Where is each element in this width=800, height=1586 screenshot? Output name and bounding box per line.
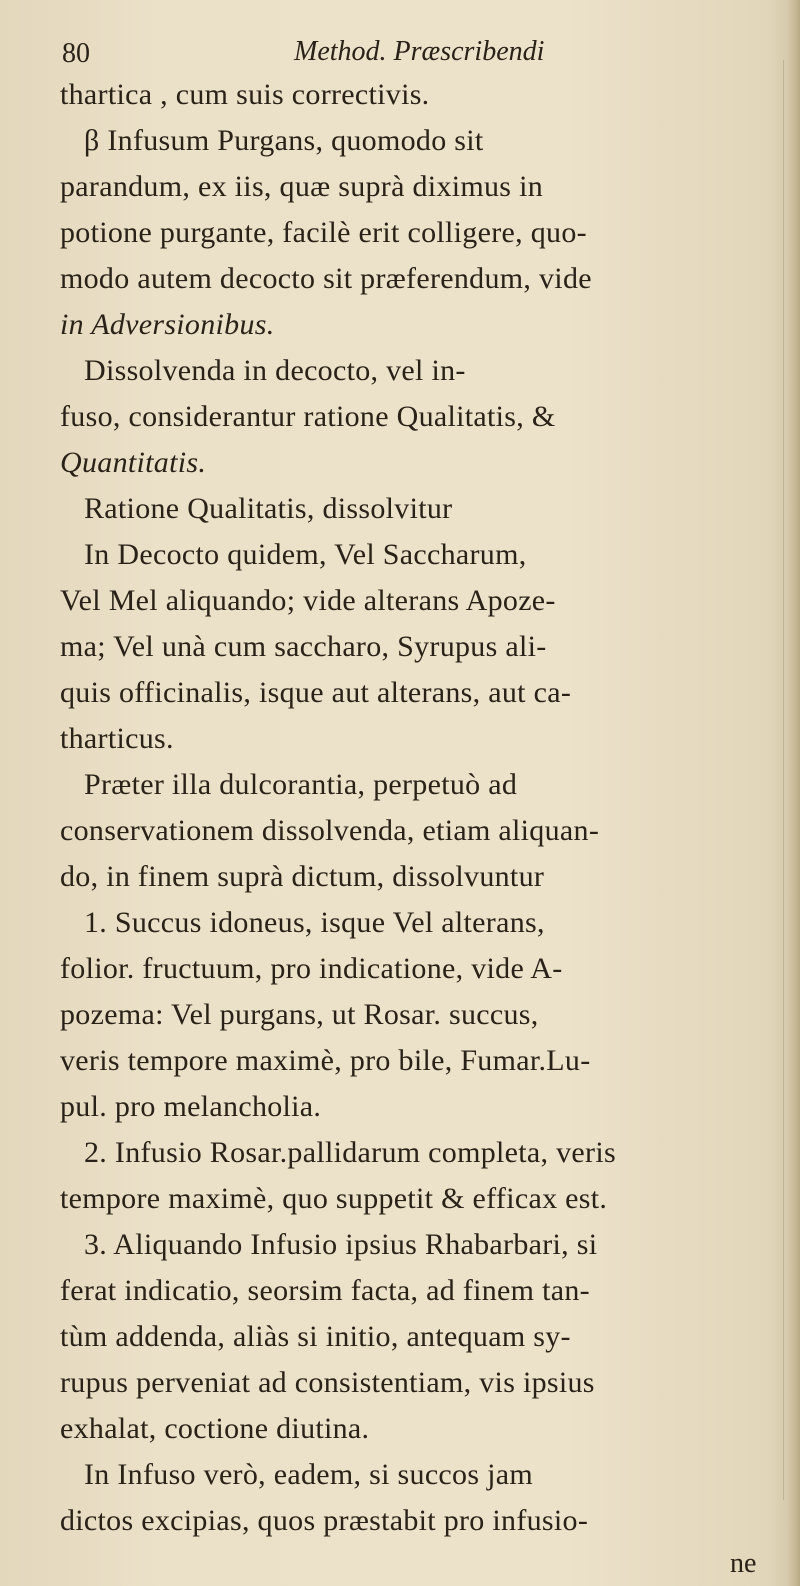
- text-line: potione purgante, facilè erit colligere, quo-: [60, 216, 587, 249]
- text-line: 2. Infusio Rosar.pallidarum completa, veris: [84, 1136, 616, 1169]
- text-line: In Infuso verò, eadem, si succos jam: [84, 1458, 534, 1491]
- text-line: folior. fructuum, pro indicatione, vide A-: [60, 952, 563, 985]
- text-line: tùm addenda, aliàs si initio, antequam sy-: [60, 1320, 571, 1353]
- text-line: 3. Aliquando Infusio ipsius Rhabarbari, si: [84, 1228, 598, 1261]
- text-line: ma; Vel unà cum saccharo, Syrupus ali-: [60, 630, 547, 663]
- text-line: Dissolvenda in decocto, vel in-: [84, 354, 466, 387]
- text-line: Quantitatis.: [60, 446, 207, 479]
- running-title: Method. Præscribendi: [294, 36, 545, 67]
- text-line: exhalat, coctione diutina.: [60, 1412, 370, 1445]
- text-line: Præter illa dulcorantia, perpetuò ad: [84, 768, 518, 801]
- text-line: In Decocto quidem, Vel Saccharum,: [84, 538, 527, 571]
- text-line: pozema: Vel purgans, ut Rosar. succus,: [60, 998, 539, 1031]
- text-line: rupus perveniat ad consistentiam, vis ipsius: [60, 1366, 595, 1399]
- text-line: tempore maximè, quo suppetit & efficax est.: [60, 1182, 608, 1215]
- text-line: Vel Mel aliquando; vide alterans Apoze-: [60, 584, 556, 617]
- text-line: ferat indicatio, seorsim facta, ad finem tan-: [60, 1274, 590, 1307]
- text-line: in Adversionibus.: [60, 308, 275, 341]
- text-line: veris tempore maximè, pro bile, Fumar.Lu-: [60, 1044, 591, 1077]
- text-line: tharticus.: [60, 722, 174, 755]
- catchword: ne: [730, 1548, 757, 1579]
- text-line: do, in finem suprà dictum, dissolvuntur: [60, 860, 545, 893]
- page-number: 80: [62, 38, 90, 69]
- text-line: thartica , cum suis correctivis.: [60, 78, 430, 111]
- text-line: 1. Succus idoneus, isque Vel alterans,: [84, 906, 545, 939]
- text-line: fuso, considerantur ratione Qualitatis, &: [60, 400, 556, 433]
- text-line: dictos excipias, quos præstabit pro infusio-: [60, 1504, 589, 1537]
- text-line: modo autem decocto sit præferendum, vide: [60, 262, 592, 295]
- text-line: conservationem dissolvenda, etiam aliquan-: [60, 814, 600, 847]
- text-line: parandum, ex iis, quæ suprà diximus in: [60, 170, 544, 203]
- text-line: β Infusum Purgans, quomodo sit: [84, 124, 484, 157]
- text-line: quis officinalis, isque aut alterans, aut ca-: [60, 676, 572, 709]
- text-line: Ratione Qualitatis, dissolvitur: [84, 492, 453, 525]
- text-line: pul. pro melancholia.: [60, 1090, 322, 1123]
